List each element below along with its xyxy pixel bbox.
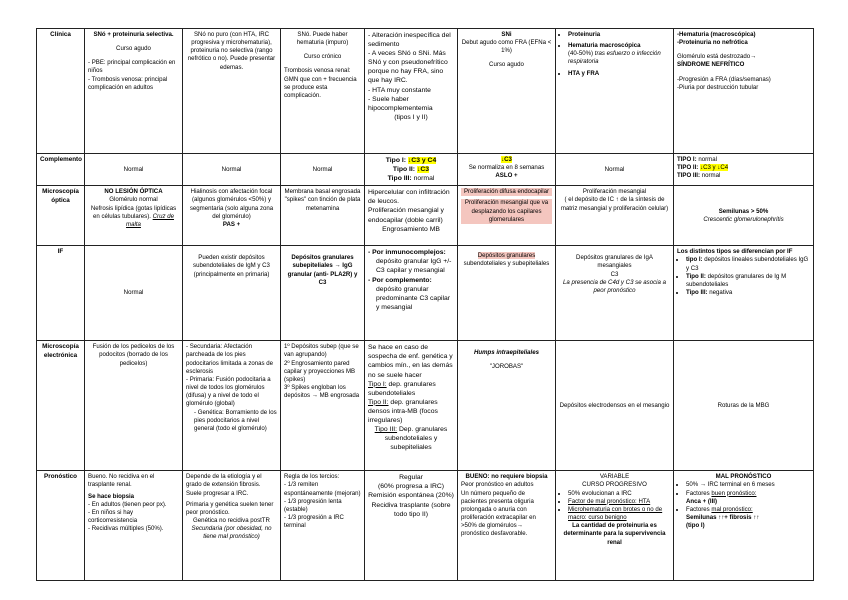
cell-if-6: Depósitos granulares de IgA mesangiales C3 La presencia de C4d y C3 se asocia a peor pronóstico [556, 246, 674, 341]
row-header-me: Microscopía electrónica [37, 341, 85, 471]
row-pronostico [37, 471, 814, 581]
cell-if-1: Normal [85, 246, 183, 341]
text: -Piuria por destrucción tubular [677, 83, 759, 91]
cell-clinica-3 [281, 29, 365, 154]
row-header-pronostico: Pronóstico [37, 471, 85, 581]
row-complemento [37, 154, 814, 186]
text: - A veces SNó o SNi. Más SNó y con pseudonefrítico porque no hay FRA, sino que hay IRC. [368, 50, 448, 85]
cell-complemento-3: Normal [281, 154, 365, 186]
cell-if-7: Los distintos tipos se diferencian por IF • tipo I: depósitos lineales subendoteliales IgG y C3 • Tipo II: depósitos granulares de Ig M subendoteliales • Tipo III: negativa [674, 246, 814, 341]
text: - Alteración inespecífica del sedimento [368, 32, 451, 49]
cell-clinica-5 [458, 29, 556, 154]
cell-mo-1: NO LESIÓN ÓPTICA Glomérulo normal Nefrosis lipídica (gotas lipídicas en células tubulares). Cruz de malta [85, 186, 183, 246]
cell-complemento-4: Tipo I: ↓C3 y C4 Tipo II: ↓C3 Tipo III: normal [365, 154, 458, 186]
row-clinica [37, 29, 814, 154]
cell-pron-3: Regla de los tercios: - 1/3 remiten espontáneamente (mejoran) - 1/3 progresión lenta (estable) - 1/3 progresión a IRC terminal [281, 471, 365, 581]
cell-me-5: Humps intraepiteliales "JOROBAS" [458, 341, 556, 471]
cell-if-3: Depósitos granulares subepiteliales → IgG granular (anti- PLA2R) y C3 [281, 246, 365, 341]
cell-mo-3: Membrana basal engrosada "spikes" con tinción de plata metenamina [281, 186, 365, 246]
cell-me-2: - Secundaria: Afectación parcheada de los pies podocitarios limitada a zonas de esclerosis - Primaria: Fusión podocitaria a nivel de todos los glomérulos (difusa) y a nivel de todo el glomérulo (global) - Genética: Borramiento de los pies podocitarios a nivel general (todo el glomérulo) [183, 341, 281, 471]
text: Curso crónico [303, 53, 342, 61]
row-if [37, 246, 814, 341]
row-header-complemento: Complemento [37, 154, 85, 186]
row-header-if: IF [37, 246, 85, 341]
row-microscopia-electronica [37, 341, 814, 471]
cell-pron-2: Depende de la etiología y el grado de extensión fibrosis. Suele progresar a IRC. Primaria y genética suelen tener peor pronóstico. Genética no recidiva postTR Secundaria (por obesidad, no tiene mal pronóstico) [183, 471, 281, 581]
cell-pron-4: Regular (60% progresa a IRC) Remisión espontánea (20%) Recidiva trasplante (sobre todo tipo II) [365, 471, 458, 581]
text: SÍNDROME NEFRÍTICO [677, 61, 745, 69]
list-item: • Proteinuria [568, 31, 670, 39]
cell-mo-6: Proliferación mesangial ( el depósito de IC ↑ de la síntesis de matriz mesangial y proliferación celular) [556, 186, 674, 246]
text: - Trombosis venosa: principal complicación en adultos [88, 75, 168, 91]
cell-complemento-7: TIPO I: normal TIPO II: ↓C3 y ↓C4 TIPO III: normal [674, 154, 814, 186]
cell-clinica-2 [183, 29, 281, 154]
cell-clinica-6 [556, 29, 674, 154]
text: (tipos I y II) [394, 113, 428, 121]
cell-complemento-2: Normal [183, 154, 281, 186]
comparison-table [36, 28, 814, 581]
text: Trombosis venosa renal: GMN que con + frecuencia se produce esta complicación. [284, 67, 357, 99]
cell-mo-7: Semilunas > 50% Crescentic glomerulonephritis [674, 186, 814, 246]
text: -Proteinuria no nefrótica [677, 39, 748, 47]
row-header-clinica: Clínica [37, 29, 85, 154]
text: SNó. Puede haber hematuria (impuro) [296, 31, 349, 47]
cell-complemento-1: Normal [85, 154, 183, 186]
text: -Hematuria (macroscópica) [677, 31, 756, 38]
cell-complemento-6: Normal [556, 154, 674, 186]
text: SNi [501, 31, 512, 38]
text: Curso agudo [489, 61, 524, 69]
cell-pron-7: MAL PRONÓSTICO • 50% → IRC terminal en 6 meses • Factores buen pronóstico: Anca + (III) • Factores mal pronóstico: Semilunas ↑↑+ fibrosis ↑↑ (tipo I) [674, 471, 814, 581]
row-microscopia-optica [37, 186, 814, 246]
cell-me-7: Roturas de la MBG [674, 341, 814, 471]
list-item: • HTA y FRA [568, 70, 670, 78]
text: SNó + proteinuria selectiva. [93, 31, 174, 38]
text: Curso agudo [116, 45, 151, 53]
text: Glomérulo está destrozado→ [677, 53, 757, 61]
cell-me-3: 1º Depósitos subep (que se van agrupando) 2º Engrosamiento pared capilar y proyecciones MB (spikes) 3º Spikes engloban los depósitos → MB engrosada [281, 341, 365, 471]
cell-clinica-1 [85, 29, 183, 154]
cell-me-6: Depósitos electrodensos en el mesangio [556, 341, 674, 471]
cell-me-1: Fusión de los pedicelos de los podocitos (borrado de los pedicelos) [85, 341, 183, 471]
list-item: • Hematuria macroscópica (40-50%) tras esfuerzo o infección respiratoria [568, 42, 670, 66]
text: - PBE: principal complicación en niños [88, 59, 176, 75]
text: -Progresión a FRA (días/semanas) [677, 75, 771, 83]
cell-if-4: - Por inmunocomplejos: depósito granular IgG +/- C3 capilar y mesangial - Por complemento: depósito granular predominante C3 capilar y mesangial [365, 246, 458, 341]
cell-if-2: Pueden existir depósitos subendoteliales de IgM y C3 (principalmente en primaria) [183, 246, 281, 341]
cell-mo-2: Hialinosis con afectación focal (algunos glomérulos <50%) y segmentaria (solo alguna zona del glomérulo) PAS + [183, 186, 281, 246]
cell-complemento-5: ↓C3 Se normaliza en 8 semanas ASLO + [458, 154, 556, 186]
cell-pron-1: Bueno. No recidiva en el trasplante renal. Se hace biopsia - En adultos (tienen peor px). - En niños si hay corticorresistencia - Recidivas múltiples (50%). [85, 471, 183, 581]
text: - Suele haber hipocomplementemia [368, 95, 433, 112]
text: - HTA muy constante [368, 86, 431, 94]
cell-clinica-4 [365, 29, 458, 154]
cell-mo-4: Hipercelular con infiltración de leucos. Proliferación mesangial y endocapilar (doble carril) Engrosamiento MB [365, 186, 458, 246]
cell-mo-5: Proliferación difusa endocapilar Proliferación mesangial que va desplazando los capilares glomerulares [458, 186, 556, 246]
cell-me-4: Se hace en caso de sospecha de enf. genética y cambios mín., en las demás no se suele hacer Tipo I: dep. granulares subendoteliales Tipo II: dep. granulares densos intra-MB (focos irregulares) Tipo III: Dep. granulares subendoteliales y subepiteliales [365, 341, 458, 471]
cell-pron-5: BUENO: no requiere biopsia Peor pronóstico en adultos Un número pequeño de pacientes presenta oliguria prolongada o anuria con proliferación extracapilar en >50% de glomérulos→ pronóstico desfavorable. [458, 471, 556, 581]
cell-if-5: Depósitos granulares subendoteliales y subepiteliales [458, 246, 556, 341]
text: SNó no puro (con HTA, IRC progresiva y microhematuria), proteinuria no selectiva (rango nefrótico o no). Puede presentar edemas. [187, 31, 276, 71]
cell-pron-6: VARIABLE CURSO PROGRESIVO • 50% evolucionan a IRC • Factor de mal pronóstico: HTA • Microhematuria con brotes o no de macro: curso benigno La cantidad de proteinuria es determinante para la supervivencia renal [556, 471, 674, 581]
row-header-mo: Microscopía óptica [37, 186, 85, 246]
cell-clinica-7 [674, 29, 814, 154]
text: Debut agudo como FRA (EFNa < 1%) [461, 39, 552, 55]
